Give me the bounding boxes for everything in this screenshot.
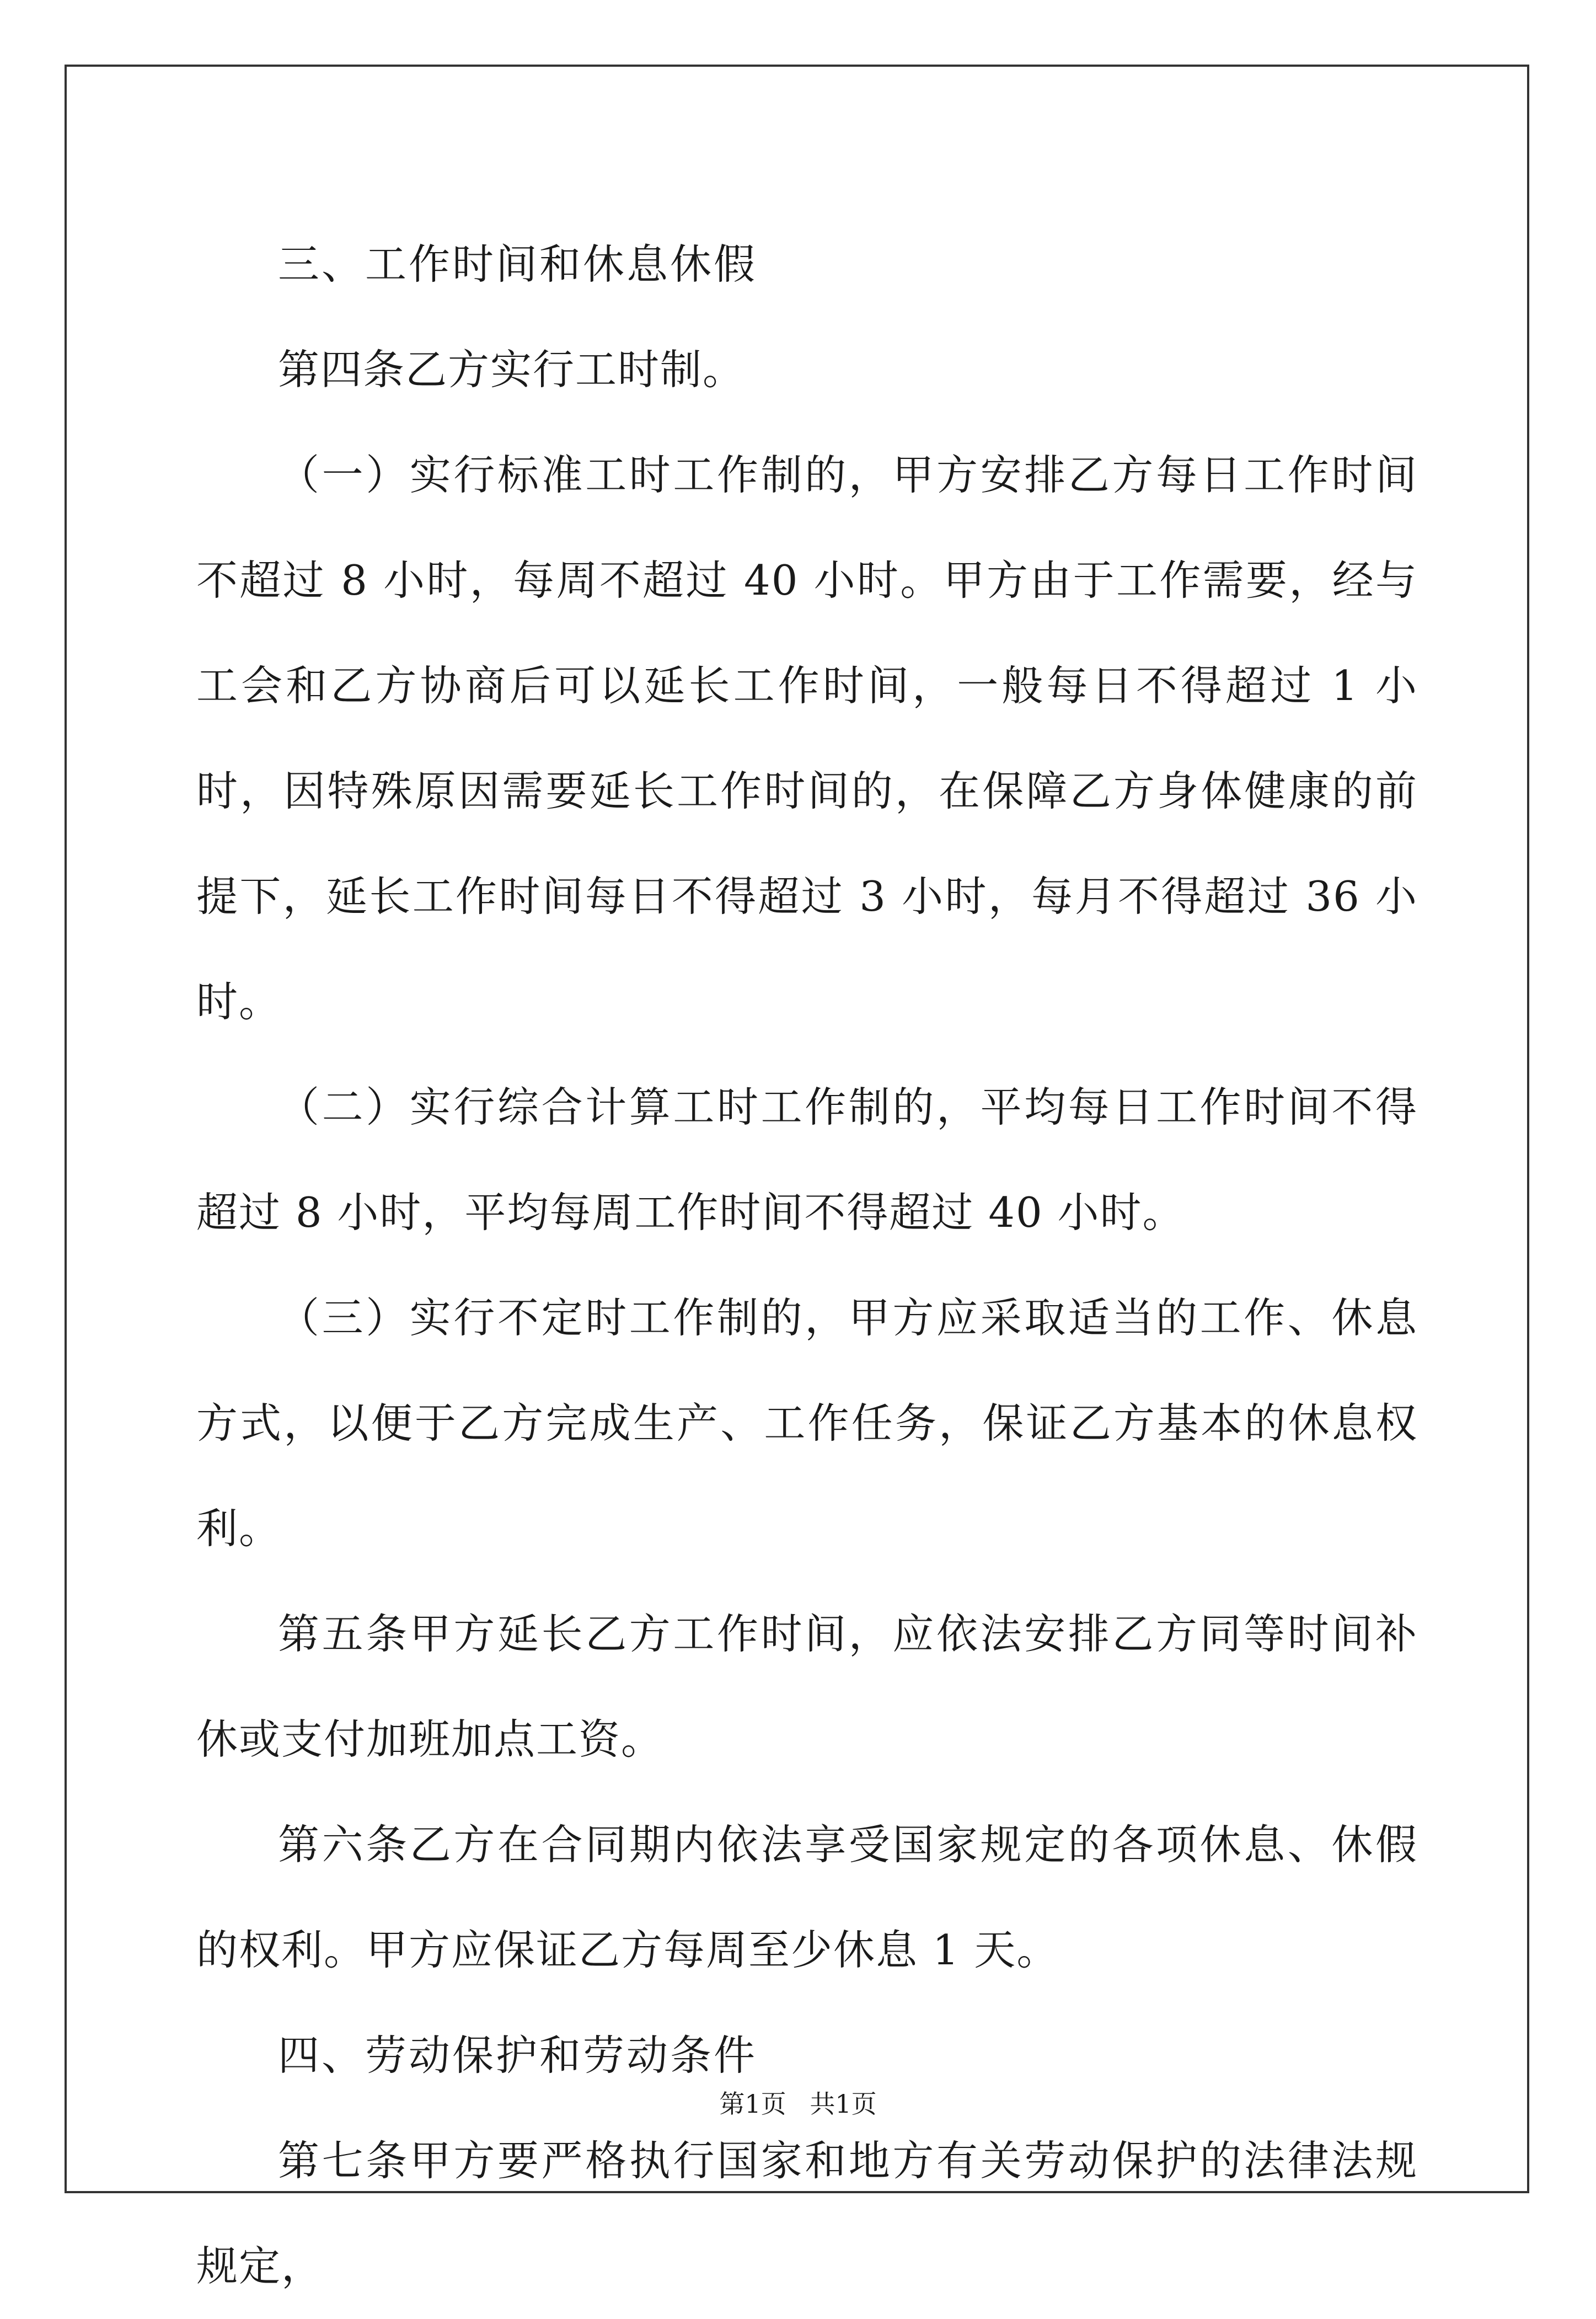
page-number-current: 第1页	[719, 2089, 786, 2119]
article-4-item-1: （一）实行标准工时工作制的，甲方安排乙方每日工作时间不超过 8 小时，每周不超过 40 小时。甲方由于工作需要，经与工会和乙方协商后可以延长工作时间，一般每日不得超过 1 小时，因特殊原因需要延长工作时间的，在保障乙方身体健康的前提下，延长工作时间每日不得超过 3 小时，每月不得超过 36 小时。	[196, 451, 1418, 1026]
article-4-item-3: （三）实行不定时工作制的，甲方应采取适当的工作、休息方式，以便于乙方完成生产、工作任务，保证乙方基本的休息权利。	[196, 1294, 1418, 1553]
page-number-total: 共1页	[810, 2089, 877, 2119]
document-body	[196, 212, 1418, 2319]
article-4-item-2: （二）实行综合计算工时工作制的，平均每日工作时间不得超过 8 小时，平均每周工作时间不得超过 40 小时。	[196, 1083, 1418, 1237]
article-4: 第四条乙方实行工时制。	[278, 345, 746, 394]
section-heading-work-hours: 三、工作时间和休息休假	[278, 240, 758, 288]
article-7: 第七条甲方要严格执行国家和地方有关劳动保护的法律法规规定，	[196, 2136, 1418, 2290]
section-heading-labor-protection: 四、劳动保护和劳动条件	[278, 2031, 758, 2080]
page-footer	[0, 2087, 1596, 2120]
article-5: 第五条甲方延长乙方工作时间，应依法安排乙方同等时间补休或支付加班加点工资。	[196, 1610, 1418, 1764]
article-6: 第六条乙方在合同期内依法享受国家规定的各项休息、休假的权利。甲方应保证乙方每周至少休息 1 天。	[196, 1820, 1418, 1974]
